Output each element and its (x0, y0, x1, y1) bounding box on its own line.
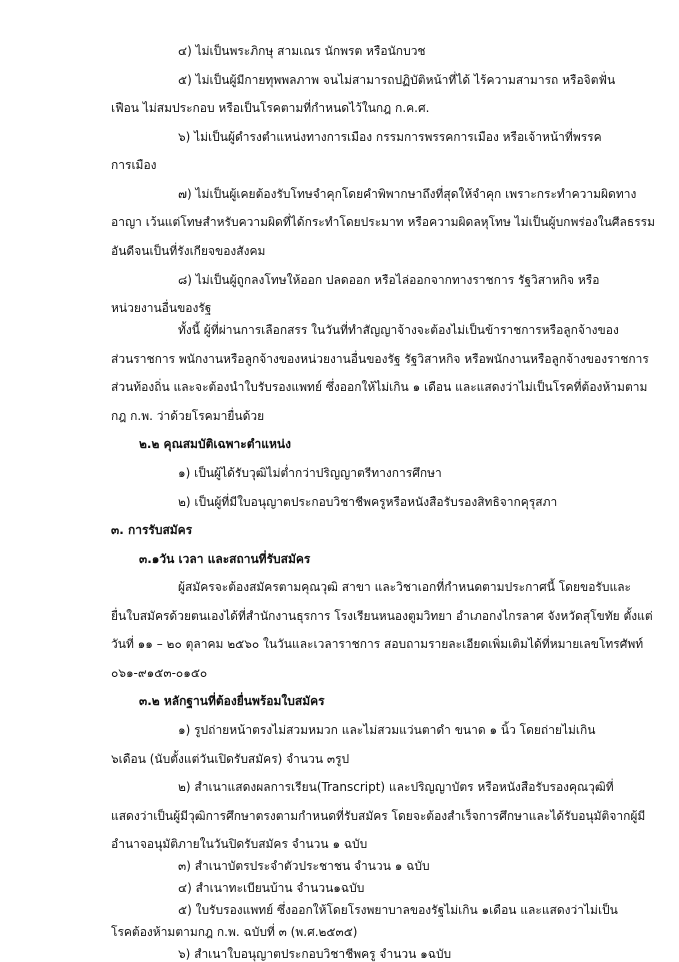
note-paragraph: ทั้งนี้ ผู้ที่ผ่านการเลือกสรร ในวันที่ทำสัญญาจ้างจะต้องไม่เป็นข้าราชการหรือลูกจ้างของ (178, 323, 619, 337)
document-5-cont: โรคต้องห้ามตามกฎ ก.พ. ฉบับที่ ๓ (พ.ศ.๒๕๓๕) (111, 925, 358, 939)
application-paragraph: ผู้สมัครจะต้องสมัครตามคุณวุฒิ สาขา และวิชาเอกที่กำหนดตามประกาศนี้ โดยขอรับและ (178, 580, 632, 594)
clause-6: ๖) ไม่เป็นผู้ดำรงตำแหน่งทางการเมือง กรรมการพรรคการเมือง หรือเจ้าหน้าที่พรรค (178, 130, 602, 144)
clause-7-cont-1: อาญา เว้นแต่โทษสำหรับความผิดที่ได้กระทำโดยประมาท หรือความผิดลหุโทษ ไม่เป็นผู้บกพร่องในศีลธรรม (111, 215, 656, 229)
clause-7: ๗) ไม่เป็นผู้เคยต้องรับโทษจำคุกโดยคำพิพากษาถึงที่สุดให้จำคุก เพราะกระทำความผิดทาง (178, 187, 637, 201)
note-paragraph-cont-3: กฎ ก.พ. ว่าด้วยโรคมายื่นด้วย (111, 409, 265, 423)
section-2-2-heading: ๒.๒ คุณสมบัติเฉพาะตำแหน่ง (139, 437, 291, 451)
clause-8-cont: หน่วยงานอื่นของรัฐ (111, 301, 212, 315)
document-2-cont-2: อำนาจอนุมัติภายในวันปิดรับสมัคร จำนวน ๑ ฉบับ (111, 837, 368, 851)
section-3-2-heading: ๓.๒ หลักฐานที่ต้องยื่นพร้อมใบสมัคร (139, 694, 325, 708)
note-paragraph-cont-2: ส่วนท้องถิ่น และจะต้องนำใบรับรองแพทย์ ซึ่งออกให้ไม่เกิน ๑ เดือน และแสดงว่าไม่เป็นโรคที่ต้องห้ามตาม (111, 380, 648, 394)
application-paragraph-cont-1: ยื่นใบสมัครด้วยตนเองได้ที่สำนักงานธุรการ โรงเรียนหนองตูมวิทยา อำเภอกงไกรลาศ จังหวัดสุโขทัย ตั้งแต่ (111, 609, 653, 623)
document-6: ๖) สำเนาใบอนุญาตประกอบวิชาชีพครู จำนวน ๑ฉบับ (178, 947, 452, 961)
document-2: ๒) สำเนาแสดงผลการเรียน(Transcript) และปริญญาบัตร หรือหนังสือรับรองคุณวุฒิที่ (178, 780, 614, 794)
document-4: ๔) สำเนาทะเบียนบ้าน จำนวน๑ฉบับ (178, 881, 365, 895)
clause-8: ๘) ไม่เป็นผู้ถูกลงโทษให้ออก ปลดออก หรือไล่ออกจากทางราชการ รัฐวิสาหกิจ หรือ (178, 273, 600, 287)
clause-7-cont-2: อันดีจนเป็นที่รังเกียจของสังคม (111, 244, 266, 258)
document-2-cont-1: แสดงว่าเป็นผู้มีวุฒิการศึกษาตรงตามกำหนดที่รับสมัคร โดยจะต้องสำเร็จการศึกษาและได้รับอนุมัติจากผู้มี (111, 809, 646, 823)
clause-5: ๕) ไม่เป็นผู้มีกายทุพพลภาพ จนไม่สามารถปฏิบัติหน้าที่ได้ ไร้ความสามารถ หรือจิตฟั่น (178, 73, 616, 87)
document-1-cont: ๖เดือน (นับตั้งแต่วันเปิดรับสมัคร) จำนวน ๓รูป (111, 752, 350, 766)
qualification-1: ๑) เป็นผู้ได้รับวุฒิไม่ต่ำกว่าปริญญาตรีทางการศึกษา (178, 466, 442, 480)
clause-5-cont: เฟือน ไม่สมประกอบ หรือเป็นโรคตามที่กำหนดไว้ในกฎ ก.ค.ศ. (111, 101, 430, 115)
phone-number: ๐๖๑-๙๑๕๓-๐๑๕๐ (111, 666, 208, 680)
qualification-2: ๒) เป็นผู้ที่มีใบอนุญาตประกอบวิชาชีพครูหรือหนังสือรับรองสิทธิจากคุรุสภา (178, 495, 558, 509)
document-3: ๓) สำเนาบัตรประจำตัวประชาชน จำนวน ๑ ฉบับ (178, 859, 430, 873)
application-paragraph-cont-2: วันที่ ๑๑ – ๒๐ ตุลาคม ๒๕๖๐ ในวันและเวลาราชการ สอบถามรายละเอียดเพิ่มเติมได้ที่หมายเลขโทรศัพท์ (111, 637, 644, 651)
clause-6-cont: การเมือง (111, 158, 157, 172)
section-3-1-heading: ๓.๑วัน เวลา และสถานที่รับสมัคร (139, 552, 311, 566)
note-paragraph-cont-1: ส่วนราชการ พนักงานหรือลูกจ้างของหน่วยงานอื่นของรัฐ รัฐวิสาหกิจ หรือพนักงานหรือลูกจ้างของราชการ (111, 352, 649, 366)
clause-4: ๔) ไม่เป็นพระภิกษุ สามเณร นักพรต หรือนักบวช (178, 44, 426, 58)
document-1: ๑) รูปถ่ายหน้าตรงไม่สวมหมวก และไม่สวมแว่นตาดำ ขนาด ๑ นิ้ว โดยถ่ายไม่เกิน (178, 723, 596, 737)
document-5: ๕) ใบรับรองแพทย์ ซึ่งออกให้โดยโรงพยาบาลของรัฐไม่เกิน ๑เดือน และแสดงว่าไม่เป็น (178, 903, 618, 917)
section-3-heading: ๓. การรับสมัคร (111, 523, 193, 537)
